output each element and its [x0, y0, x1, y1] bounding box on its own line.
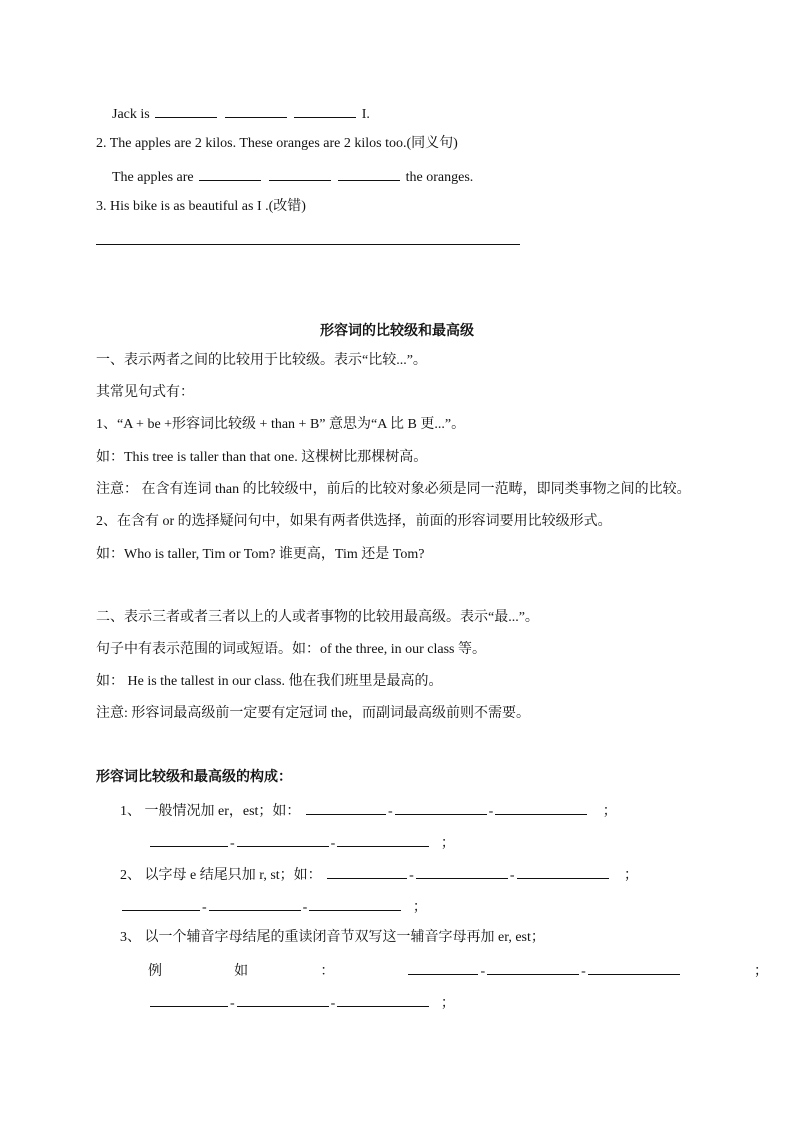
dash: - [488, 804, 494, 819]
blank[interactable] [209, 896, 301, 911]
blank[interactable] [225, 103, 287, 118]
rule-2-text: 2、 以字母 e 结尾只加 r, st；如： [120, 868, 322, 883]
question-3: 3. His bike is as beautiful as I .(改错) [96, 199, 306, 214]
paragraph: 句子中有表示范围的词或短语。如：of the three, in our class 等。 [96, 642, 487, 657]
paragraph: 如：Who is taller, Tim or Tom? 谁更高，Tim 还是 Tom? [96, 547, 425, 562]
dash: - [581, 964, 586, 979]
exercise-line-1-suffix: I. [361, 107, 370, 122]
blank[interactable] [150, 992, 228, 1007]
semicolon: ； [602, 804, 617, 819]
rule-3-blanks [406, 960, 681, 980]
rule-2 [120, 864, 638, 886]
blank[interactable] [495, 800, 587, 815]
paragraph: 2、在含有 or 的选择疑问句中，如果有两者供选择，前面的形容词要用比较级形式。 [96, 514, 612, 529]
blank[interactable] [155, 103, 217, 118]
blank[interactable] [337, 992, 429, 1007]
rule-1-text: 1、 一般情况加 er，est；如： [120, 804, 301, 819]
paragraph: 如： He is the tallest in our class. 他在我们班里是最高的。 [96, 674, 443, 689]
exercise-line-1 [112, 103, 370, 125]
blank[interactable] [408, 960, 478, 975]
blank[interactable] [199, 166, 261, 181]
question-2-answer [112, 166, 473, 188]
paragraph: 二、表示三者或者三者以上的人或者事物的比较用最高级。表示“最...”。 [96, 610, 539, 625]
example-char: 如 [234, 964, 249, 979]
blank[interactable] [306, 800, 386, 815]
blank[interactable] [237, 992, 329, 1007]
paragraph: 如：This tree is taller than that one. 这棵树比那棵树高。 [96, 450, 428, 465]
example-char: 例 [148, 964, 162, 979]
dash: - [330, 996, 336, 1011]
section-title: 形容词的比较级和最高级 [320, 324, 474, 339]
semicolon: ； [440, 996, 455, 1011]
formation-heading: 形容词比较级和最高级的构成： [96, 770, 292, 785]
blank[interactable] [338, 166, 400, 181]
dash: - [387, 804, 393, 819]
question-2-answer-prefix: The apples are [112, 170, 194, 185]
blank[interactable] [327, 864, 407, 879]
rule-3: 3、 以一个辅音字母结尾的重读闭音节双写这一辅音字母再加 er, est； [120, 930, 545, 945]
semicolon: ； [624, 868, 638, 883]
blank[interactable] [337, 832, 429, 847]
dash: - [330, 836, 336, 851]
semicolon: ； [412, 900, 427, 915]
example-char: ： [320, 964, 335, 979]
blank[interactable] [150, 832, 228, 847]
blank[interactable] [122, 896, 200, 911]
answer-line[interactable] [96, 244, 520, 245]
blank[interactable] [487, 960, 579, 975]
blank[interactable] [416, 864, 508, 879]
semicolon: ； [440, 836, 455, 851]
blank[interactable] [269, 166, 331, 181]
dash: - [302, 900, 308, 915]
paragraph: 其常见句式有： [96, 385, 194, 400]
question-2-answer-suffix: the oranges. [405, 170, 474, 185]
paragraph: 1、“A + be +形容词比较级 + than + B” 意思为“A 比 B 更...”。 [96, 417, 466, 432]
dash: - [230, 836, 235, 851]
dash: - [202, 900, 207, 915]
question-2: 2. The apples are 2 kilos. These oranges are 2 kilos too.(同义句) [96, 136, 458, 151]
dash: - [480, 964, 486, 979]
dash: - [509, 868, 515, 883]
blank[interactable] [237, 832, 329, 847]
blank[interactable] [588, 960, 680, 975]
dash: - [409, 868, 414, 883]
paragraph: 注意: 形容词最高级前一定要有定冠词 the，而副词最高级前则不需要。 [96, 706, 530, 721]
rule-1 [120, 800, 617, 822]
dash: - [230, 996, 235, 1011]
blank[interactable] [395, 800, 487, 815]
blank[interactable] [517, 864, 609, 879]
rule-2-continued [120, 896, 427, 918]
rule-1-continued [148, 832, 455, 854]
blank[interactable] [294, 103, 356, 118]
exercise-line-1-prefix: Jack is [112, 107, 150, 122]
blank[interactable] [309, 896, 401, 911]
paragraph: 注意： 在含有连词 than 的比较级中，前后的比较对象必须是同一范畴，即同类事物之间的比较。 [96, 482, 691, 497]
rule-3-continued [148, 992, 455, 1014]
rule-3-example-line [148, 960, 768, 980]
paragraph: 一、表示两者之间的比较用于比较级。表示“比较...”。 [96, 353, 427, 368]
semicolon: ； [753, 964, 768, 979]
